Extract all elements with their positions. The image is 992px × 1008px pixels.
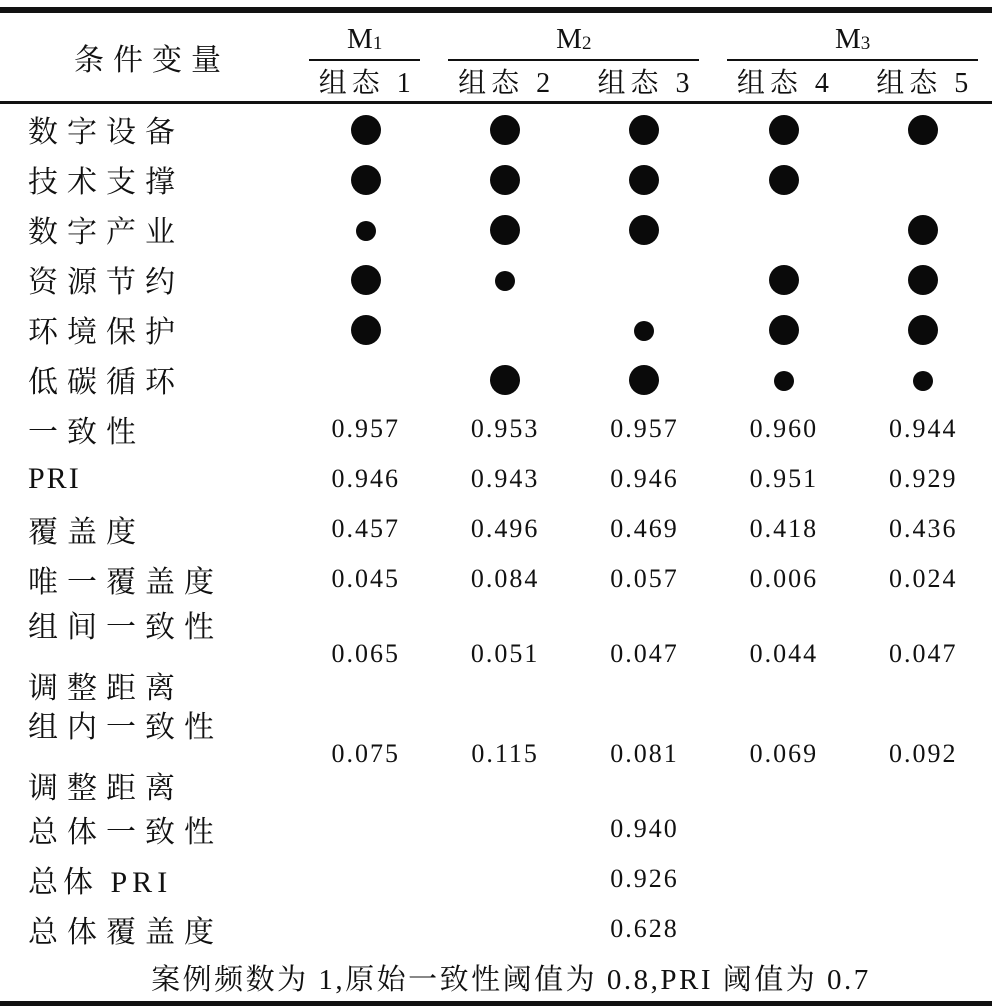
model-group-row xyxy=(295,13,992,61)
bottom-rule xyxy=(0,1001,992,1006)
presence-dot xyxy=(490,165,520,195)
table-row-technical-support: 技术支撑 xyxy=(0,154,992,204)
config-4-header: 组态 4 xyxy=(736,68,834,99)
presence-dot xyxy=(629,165,659,195)
presence-dot xyxy=(351,315,381,345)
table-row-overall-consistency: 总体一致性 0.940 xyxy=(28,814,679,849)
presence-dot xyxy=(351,265,381,295)
configuration-header-row xyxy=(295,61,992,101)
presence-dot xyxy=(351,115,381,145)
presence-dot xyxy=(769,315,799,345)
table-row-overall-coverage: 总体覆盖度 0.628 xyxy=(28,914,679,949)
presence-dot xyxy=(351,165,381,195)
table-row-environmental-protection: 环境保护 xyxy=(0,304,992,354)
config-3-header: 组态 3 xyxy=(597,68,695,99)
table-row-digital-equipment: 数字设备 xyxy=(0,104,992,154)
presence-dot xyxy=(634,321,654,341)
presence-dot xyxy=(908,115,938,145)
group-m1 xyxy=(295,13,434,61)
presence-dot xyxy=(908,215,938,245)
table-row-within-group-consistency-distance: 组内一致性 调整距离 0.075 0.115 0.081 0.069 0.092 xyxy=(28,710,958,805)
presence-dot xyxy=(769,265,799,295)
presence-dot xyxy=(495,271,515,291)
table-row-between-group-consistency-distance: 组间一致性 调整距离 0.065 0.051 0.047 0.044 0.047 xyxy=(28,610,958,705)
table-row-resource-saving: 资源节约 xyxy=(0,254,992,304)
presence-dot xyxy=(629,215,659,245)
group-m1-label: M $_1$ xyxy=(347,22,383,55)
condition-variable-header: 条件变量 xyxy=(74,44,230,77)
presence-dot xyxy=(908,315,938,345)
group-m3-label: M $_3$ xyxy=(834,22,871,55)
presence-dot xyxy=(908,265,938,295)
presence-dot xyxy=(629,365,659,395)
table-header xyxy=(0,13,992,101)
presence-dot xyxy=(356,221,376,241)
presence-dot xyxy=(769,115,799,145)
presence-dot xyxy=(769,165,799,195)
table-row-unique-coverage: 唯一覆盖度 0.045 0.084 0.057 0.006 0.024 xyxy=(28,564,958,599)
model-groups xyxy=(295,13,992,101)
presence-dot xyxy=(629,115,659,145)
table-row-low-carbon-cycle: 低碳循环 xyxy=(0,354,992,404)
config-5-header: 组态 5 xyxy=(876,68,974,99)
presence-dot xyxy=(913,371,933,391)
table-row-overall-pri: 总体 PRI 0.926 xyxy=(28,864,679,899)
table-footnote: 案例频数为 1,原始一致性阈值为 0.8,PRI 阈值为 0.7 xyxy=(151,964,871,996)
presence-dot xyxy=(490,215,520,245)
group-m3 xyxy=(713,13,992,61)
config-1-header: 组态 1 xyxy=(318,68,416,99)
table-row-digital-industry: 数字产业 xyxy=(0,204,992,254)
group-m2 xyxy=(434,13,713,61)
table-row-consistency: 一致性 0.957 0.953 0.957 0.960 0.944 xyxy=(28,414,958,449)
presence-dot xyxy=(490,115,520,145)
table-row-coverage: 覆盖度 0.457 0.496 0.469 0.418 0.436 xyxy=(28,514,958,549)
config-2-header: 组态 2 xyxy=(458,68,556,99)
presence-dot xyxy=(774,371,794,391)
presence-dot xyxy=(490,365,520,395)
group-m2-label: M $_2$ xyxy=(556,22,592,55)
table-row-pri: PRI 0.946 0.943 0.946 0.951 0.929 xyxy=(28,462,958,495)
